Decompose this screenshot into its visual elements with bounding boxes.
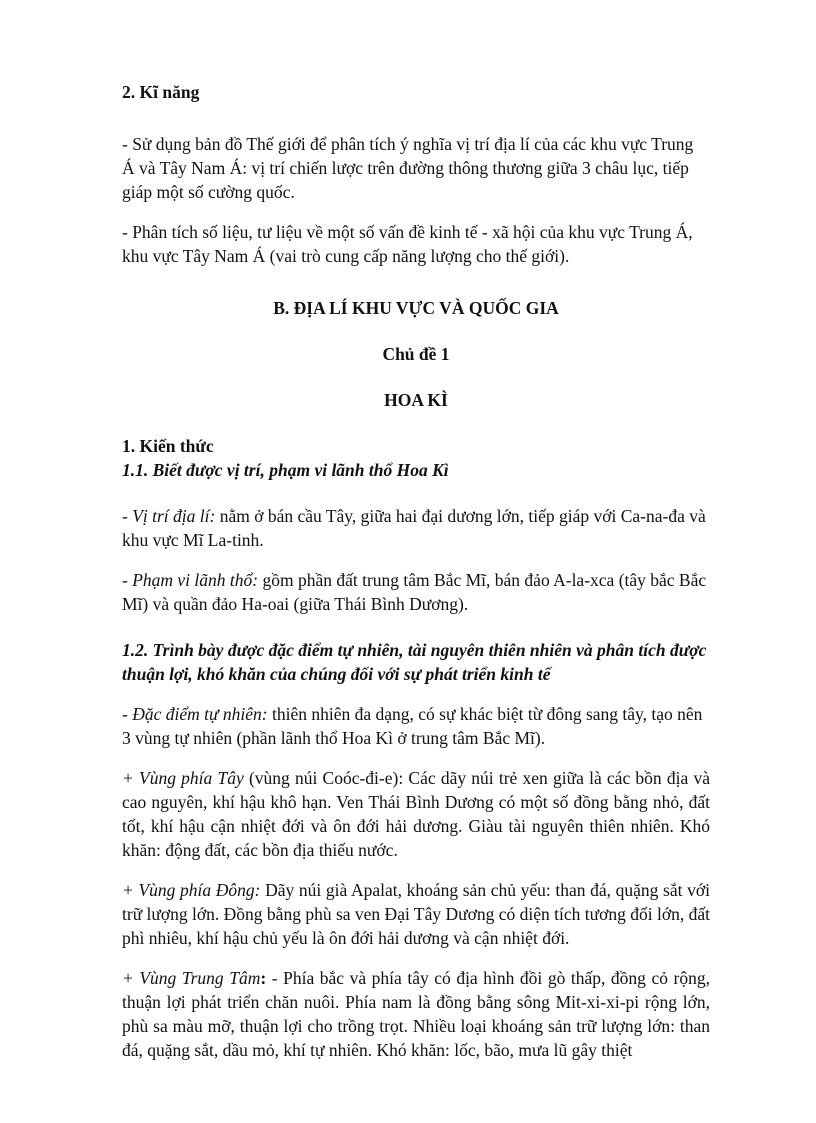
location-text: nằm ở bán cầu Tây, giữa hai đại dương lớn, tiếp giáp với Ca-na-đa và khu vực Mĩ La-tinh. (122, 506, 706, 550)
central-region-paragraph (122, 966, 710, 1062)
country-title: HOA KÌ (384, 390, 448, 410)
central-region-colon: : (260, 968, 267, 988)
west-region-label: + Vùng phía Tây (122, 768, 244, 788)
east-region-label: + Vùng phía Đông: (122, 880, 261, 900)
skills-paragraph-2: - Phân tích số liệu, tư liệu về một số vấn đề kinh tế - xã hội của khu vực Trung Á, khu vực Tây Nam Á (vai trò cung cấp năng lượng cho thế giới). (122, 222, 693, 266)
subheading-1-2: 1.2. Trình bày được đặc điểm tự nhiên, tài nguyên thiên nhiên và phân tích được thuận lợi, khó khăn của chúng đối với sự phát triển kinh tế (122, 640, 707, 684)
topic-title: Chủ đề 1 (382, 344, 450, 364)
west-region-text: (vùng núi Coóc-đi-e): Các dãy núi trẻ xen giữa là các bồn địa và cao nguyên, khí hậu khô hạn. Ven Thái Bình Dương có một số đồng bằng nhỏ, đất tốt, khí hậu cận nhiệt đới và ôn đới hải dương. Giàu tài nguyên thiên nhiên. Khó khăn: động đất, các bồn địa thiếu nước. (122, 768, 710, 860)
nature-paragraph (122, 702, 710, 750)
knowledge-heading: 1. Kiến thức (122, 436, 214, 456)
location-label: - Vị trí địa lí: (122, 506, 216, 526)
part-b-title: B. ĐỊA LÍ KHU VỰC VÀ QUỐC GIA (273, 298, 559, 318)
west-region-paragraph (122, 766, 710, 862)
location-paragraph (122, 504, 710, 552)
skills-paragraph-1: - Sử dụng bản đồ Thế giới để phân tích ý nghĩa vị trí địa lí của các khu vực Trung Á và Tây Nam Á: vị trí chiến lược trên đường thông thương giữa 3 châu lục, tiếp giáp một số cường quốc. (122, 134, 694, 202)
territory-paragraph (122, 568, 710, 616)
territory-text: gồm phần đất trung tâm Bắc Mĩ, bán đảo A-la-xca (tây bắc Bắc Mĩ) và quần đảo Ha-oai (giữa Thái Bình Dương). (122, 570, 707, 614)
territory-label: - Phạm vi lãnh thổ: (122, 570, 259, 590)
central-region-text: - Phía bắc và phía tây có địa hình đồi gò thấp, đồng cỏ rộng, thuận lợi phát triển chăn nuôi. Phía nam là đồng bằng sông Mit-xi-xi-pi rộng lớn, phù sa màu mỡ, thuận lợi cho trồng trọt. Nhiều loại khoáng sản trữ lượng lớn: than đá, quặng sắt, dầu mỏ, khí tự nhiên. Khó khăn: lốc, bão, mưa lũ gây thiệt (122, 968, 710, 1060)
nature-label: - Đặc điểm tự nhiên: (122, 704, 268, 724)
skills-heading: 2. Kĩ năng (122, 82, 200, 102)
nature-text: thiên nhiên đa dạng, có sự khác biệt từ đông sang tây, tạo nên 3 vùng tự nhiên (phần lãnh thổ Hoa Kì ở trung tâm Bắc Mĩ). (122, 704, 703, 748)
document-page (122, 80, 710, 1062)
east-region-text: Dãy núi già Apalat, khoáng sản chủ yếu: than đá, quặng sắt với trữ lượng lớn. Đồng bằng phù sa ven Đại Tây Dương có diện tích tương đối lớn, đất phì nhiêu, khí hậu chủ yếu là ôn đới hải dương và cận nhiệt đới. (122, 880, 711, 948)
central-region-label: + Vùng Trung Tâm (122, 968, 261, 988)
subheading-1-1: 1.1. Biết được vị trí, phạm vi lãnh thổ Hoa Kì (122, 460, 449, 480)
east-region-paragraph (122, 878, 710, 950)
